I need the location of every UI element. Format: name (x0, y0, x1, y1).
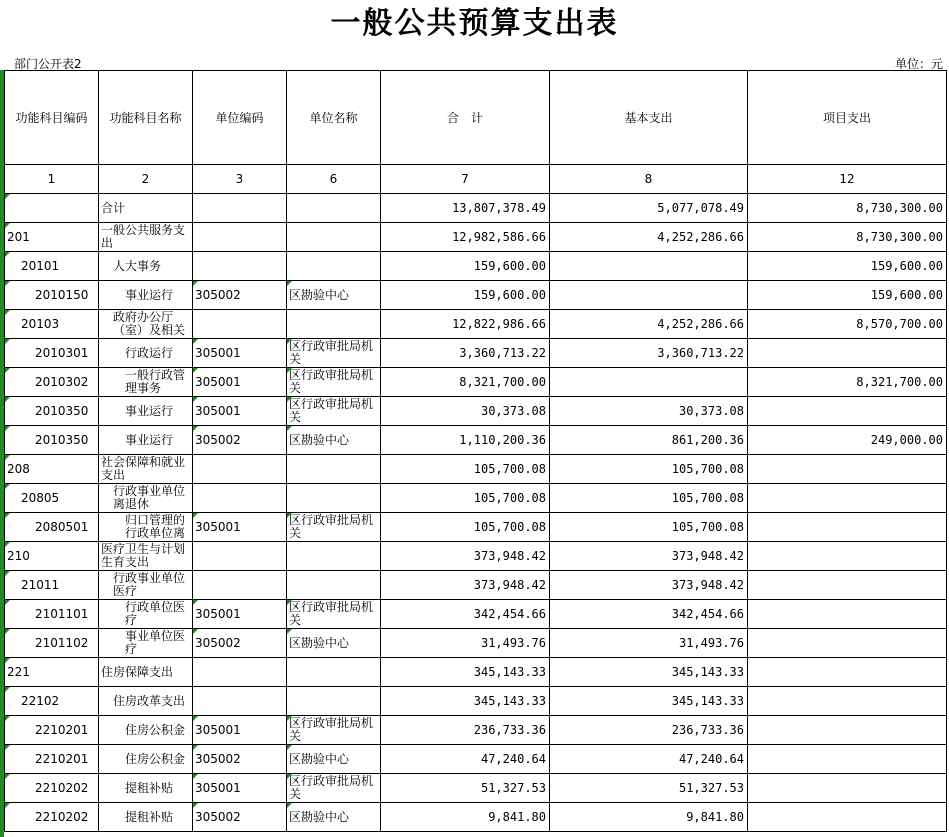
expenditure-table (4, 70, 947, 832)
basic-cell[interactable]: 345,143.33 (550, 687, 748, 716)
unit-code-cell[interactable]: 305001 (193, 513, 287, 542)
basic-cell[interactable]: 105,700.08 (550, 455, 748, 484)
function-name-cell[interactable]: 社会保障和就业支出 (99, 455, 193, 484)
total-cell[interactable]: 47,240.64 (381, 745, 550, 774)
column-index[interactable]: 2 (99, 165, 193, 194)
unit-code-cell[interactable] (193, 194, 287, 223)
unit-name-cell[interactable] (287, 455, 381, 484)
table-row (5, 716, 947, 745)
function-name-cell[interactable]: 归口管理的行政单位离 (99, 513, 193, 542)
function-code-cell[interactable]: 2210201 (5, 716, 99, 745)
total-cell[interactable]: 159,600.00 (381, 281, 550, 310)
basic-cell[interactable]: 345,143.33 (550, 658, 748, 687)
unit-name-cell[interactable]: 区勘验中心 (287, 426, 381, 455)
basic-cell[interactable]: 105,700.08 (550, 484, 748, 513)
unit-code-cell[interactable]: 305001 (193, 339, 287, 368)
function-name-cell[interactable]: 事业单位医疗 (99, 629, 193, 658)
table-row (5, 223, 947, 252)
project-cell[interactable]: 8,730,300.00 (748, 223, 947, 252)
total-cell[interactable]: 31,493.76 (381, 629, 550, 658)
basic-cell[interactable]: 5,077,078.49 (550, 194, 748, 223)
project-cell[interactable] (748, 339, 947, 368)
function-code-cell[interactable]: 21011 (5, 571, 99, 600)
column-index[interactable]: 8 (550, 165, 748, 194)
project-cell[interactable] (748, 571, 947, 600)
unit-name-cell[interactable]: 区勘验中心 (287, 803, 381, 832)
function-code-cell[interactable] (5, 194, 99, 223)
table-row (5, 426, 947, 455)
total-cell[interactable]: 345,143.33 (381, 658, 550, 687)
function-name-cell[interactable]: 住房保障支出 (99, 658, 193, 687)
column-index[interactable]: 3 (193, 165, 287, 194)
project-cell[interactable]: 249,000.00 (748, 426, 947, 455)
unit-code-cell[interactable] (193, 310, 287, 339)
basic-cell[interactable]: 861,200.36 (550, 426, 748, 455)
unit-name-cell[interactable] (287, 687, 381, 716)
project-cell[interactable] (748, 397, 947, 426)
table-row (5, 658, 947, 687)
unit-code-cell[interactable] (193, 252, 287, 281)
total-cell[interactable]: 373,948.42 (381, 571, 550, 600)
unit-code-cell[interactable] (193, 455, 287, 484)
table-row (5, 281, 947, 310)
unit-name-cell[interactable]: 区勘验中心 (287, 629, 381, 658)
function-name-cell[interactable]: 合计 (99, 194, 193, 223)
header-cell[interactable]: 功能科目名称 (99, 71, 193, 165)
unit-code-cell[interactable] (193, 484, 287, 513)
header-cell[interactable]: 基本支出 (550, 71, 748, 165)
unit-label: 单位：元 (894, 57, 943, 71)
project-cell[interactable] (748, 542, 947, 571)
unit-name-cell[interactable]: 区行政审批局机关 (287, 600, 381, 629)
total-cell[interactable]: 373,948.42 (381, 542, 550, 571)
unit-code-cell[interactable]: 305001 (193, 774, 287, 803)
basic-cell[interactable]: 236,733.36 (550, 716, 748, 745)
total-cell[interactable]: 12,982,586.66 (381, 223, 550, 252)
header-cell[interactable]: 单位编码 (193, 71, 287, 165)
unit-code-cell[interactable] (193, 542, 287, 571)
total-cell[interactable]: 51,327.53 (381, 774, 550, 803)
function-name-cell[interactable]: 行政事业单位医疗 (99, 571, 193, 600)
page-title: 一般公共预算支出表 (330, 6, 619, 41)
column-index[interactable]: 1 (5, 165, 99, 194)
project-cell[interactable] (748, 513, 947, 542)
function-code-cell[interactable]: 2010150 (5, 281, 99, 310)
project-cell[interactable] (748, 484, 947, 513)
project-cell[interactable] (748, 774, 947, 803)
unit-code-cell[interactable]: 305002 (193, 426, 287, 455)
basic-cell[interactable] (550, 252, 748, 281)
total-cell[interactable]: 105,700.08 (381, 455, 550, 484)
function-name-cell[interactable]: 住房改革支出 (99, 687, 193, 716)
total-cell[interactable]: 105,700.08 (381, 513, 550, 542)
header-cell[interactable]: 单位名称 (287, 71, 381, 165)
unit-name-cell[interactable]: 区勘验中心 (287, 745, 381, 774)
table-row (5, 513, 947, 542)
basic-cell[interactable] (550, 281, 748, 310)
function-name-cell[interactable]: 一般公共服务支出 (99, 223, 193, 252)
total-cell[interactable]: 12,822,986.66 (381, 310, 550, 339)
basic-cell[interactable]: 30,373.08 (550, 397, 748, 426)
table-row (5, 687, 947, 716)
column-index[interactable]: 6 (287, 165, 381, 194)
table-row (5, 803, 947, 832)
project-cell[interactable] (748, 745, 947, 774)
header-cell[interactable]: 功能科目编码 (5, 71, 99, 165)
table-row (5, 455, 947, 484)
basic-cell[interactable]: 105,700.08 (550, 513, 748, 542)
function-name-cell[interactable]: 行政单位医疗 (99, 600, 193, 629)
unit-name-cell[interactable]: 区行政审批局机关 (287, 716, 381, 745)
unit-name-cell[interactable] (287, 542, 381, 571)
function-code-cell[interactable]: 2210201 (5, 745, 99, 774)
total-cell[interactable]: 342,454.66 (381, 600, 550, 629)
total-cell[interactable]: 1,110,200.36 (381, 426, 550, 455)
function-name-cell[interactable]: 一般行政管理事务 (99, 368, 193, 397)
table-row (5, 542, 947, 571)
unit-name-cell[interactable] (287, 310, 381, 339)
function-code-cell[interactable]: 2210202 (5, 774, 99, 803)
unit-code-cell[interactable] (193, 687, 287, 716)
function-code-cell[interactable]: 2010301 (5, 339, 99, 368)
function-code-cell[interactable]: 2010302 (5, 368, 99, 397)
function-code-cell[interactable]: 20101 (5, 252, 99, 281)
unit-name-cell[interactable]: 区行政审批局机关 (287, 513, 381, 542)
total-cell[interactable]: 345,143.33 (381, 687, 550, 716)
function-code-cell[interactable]: 201 (5, 223, 99, 252)
function-code-cell[interactable]: 2101101 (5, 600, 99, 629)
unit-code-cell[interactable]: 305002 (193, 803, 287, 832)
function-code-cell[interactable]: 22102 (5, 687, 99, 716)
basic-cell[interactable]: 51,327.53 (550, 774, 748, 803)
project-cell[interactable] (748, 687, 947, 716)
unit-code-cell[interactable] (193, 223, 287, 252)
total-cell[interactable]: 159,600.00 (381, 252, 550, 281)
basic-cell[interactable]: 373,948.42 (550, 571, 748, 600)
function-code-cell[interactable]: 2010350 (5, 397, 99, 426)
header-cell[interactable]: 项目支出 (748, 71, 947, 165)
total-cell[interactable]: 13,807,378.49 (381, 194, 550, 223)
unit-name-cell[interactable] (287, 223, 381, 252)
table-id: 部门公开表2 (14, 57, 82, 71)
unit-code-cell[interactable] (193, 658, 287, 687)
function-name-cell[interactable]: 事业运行 (99, 397, 193, 426)
basic-cell[interactable]: 373,948.42 (550, 542, 748, 571)
total-cell[interactable]: 105,700.08 (381, 484, 550, 513)
function-name-cell[interactable]: 提租补贴 (99, 803, 193, 832)
total-cell[interactable]: 236,733.36 (381, 716, 550, 745)
basic-cell[interactable]: 31,493.76 (550, 629, 748, 658)
project-cell[interactable]: 159,600.00 (748, 252, 947, 281)
basic-cell[interactable]: 4,252,286.66 (550, 223, 748, 252)
project-cell[interactable]: 159,600.00 (748, 281, 947, 310)
total-cell[interactable]: 9,841.80 (381, 803, 550, 832)
unit-name-cell[interactable]: 区行政审批局机关 (287, 774, 381, 803)
unit-code-cell[interactable]: 305001 (193, 600, 287, 629)
function-code-cell[interactable]: 210 (5, 542, 99, 571)
table-row (5, 774, 947, 803)
table-row (5, 397, 947, 426)
project-cell[interactable]: 8,570,700.00 (748, 310, 947, 339)
table-body (5, 194, 947, 832)
table-row (5, 600, 947, 629)
function-name-cell[interactable]: 提租补贴 (99, 774, 193, 803)
function-name-cell[interactable]: 医疗卫生与计划生育支出 (99, 542, 193, 571)
basic-cell[interactable]: 342,454.66 (550, 600, 748, 629)
table-row (5, 571, 947, 600)
function-name-cell[interactable]: 行政事业单位离退休 (99, 484, 193, 513)
project-cell[interactable] (748, 716, 947, 745)
unit-code-cell[interactable]: 305001 (193, 397, 287, 426)
unit-name-cell[interactable]: 区行政审批局机关 (287, 368, 381, 397)
column-index[interactable]: 12 (748, 165, 947, 194)
column-index[interactable]: 7 (381, 165, 550, 194)
table-row (5, 252, 947, 281)
table-row (5, 194, 947, 223)
basic-cell[interactable]: 9,841.80 (550, 803, 748, 832)
table-row (5, 310, 947, 339)
unit-code-cell[interactable] (193, 571, 287, 600)
function-code-cell[interactable]: 2101102 (5, 629, 99, 658)
unit-name-cell[interactable] (287, 194, 381, 223)
function-name-cell[interactable]: 人大事务 (99, 252, 193, 281)
unit-code-cell[interactable]: 305002 (193, 281, 287, 310)
function-name-cell[interactable]: 行政运行 (99, 339, 193, 368)
total-cell[interactable]: 3,360,713.22 (381, 339, 550, 368)
unit-name-cell[interactable] (287, 484, 381, 513)
header-row (5, 71, 947, 165)
total-cell[interactable]: 30,373.08 (381, 397, 550, 426)
table-row (5, 629, 947, 658)
function-code-cell[interactable]: 20805 (5, 484, 99, 513)
basic-cell[interactable]: 3,360,713.22 (550, 339, 748, 368)
function-name-cell[interactable]: 事业运行 (99, 281, 193, 310)
function-name-cell[interactable]: 住房公积金 (99, 716, 193, 745)
unit-name-cell[interactable]: 区勘验中心 (287, 281, 381, 310)
function-code-cell[interactable]: 221 (5, 658, 99, 687)
project-cell[interactable]: 8,730,300.00 (748, 194, 947, 223)
header-cell[interactable]: 合 计 (381, 71, 550, 165)
project-cell[interactable] (748, 803, 947, 832)
project-cell[interactable]: 8,321,700.00 (748, 368, 947, 397)
unit-name-cell[interactable] (287, 571, 381, 600)
unit-name-cell[interactable]: 区行政审批局机关 (287, 397, 381, 426)
table-row (5, 745, 947, 774)
column-index-row (5, 165, 947, 194)
project-cell[interactable] (748, 600, 947, 629)
unit-code-cell[interactable]: 305002 (193, 745, 287, 774)
unit-name-cell[interactable] (287, 252, 381, 281)
project-cell[interactable] (748, 658, 947, 687)
basic-cell[interactable] (550, 368, 748, 397)
unit-name-cell[interactable] (287, 658, 381, 687)
table-row (5, 368, 947, 397)
total-cell[interactable]: 8,321,700.00 (381, 368, 550, 397)
project-cell[interactable] (748, 455, 947, 484)
function-code-cell[interactable]: 208 (5, 455, 99, 484)
unit-code-cell[interactable]: 305002 (193, 629, 287, 658)
table-row (5, 484, 947, 513)
table-row (5, 339, 947, 368)
function-name-cell[interactable]: 住房公积金 (99, 745, 193, 774)
unit-name-cell[interactable]: 区行政审批局机关 (287, 339, 381, 368)
function-name-cell[interactable]: 政府办公厅（室）及相关 (99, 310, 193, 339)
function-code-cell[interactable]: 2210202 (5, 803, 99, 832)
unit-code-cell[interactable]: 305001 (193, 368, 287, 397)
function-code-cell[interactable]: 20103 (5, 310, 99, 339)
unit-code-cell[interactable]: 305001 (193, 716, 287, 745)
project-cell[interactable] (748, 629, 947, 658)
function-code-cell[interactable]: 2010350 (5, 426, 99, 455)
basic-cell[interactable]: 47,240.64 (550, 745, 748, 774)
function-name-cell[interactable]: 事业运行 (99, 426, 193, 455)
basic-cell[interactable]: 4,252,286.66 (550, 310, 748, 339)
function-code-cell[interactable]: 2080501 (5, 513, 99, 542)
